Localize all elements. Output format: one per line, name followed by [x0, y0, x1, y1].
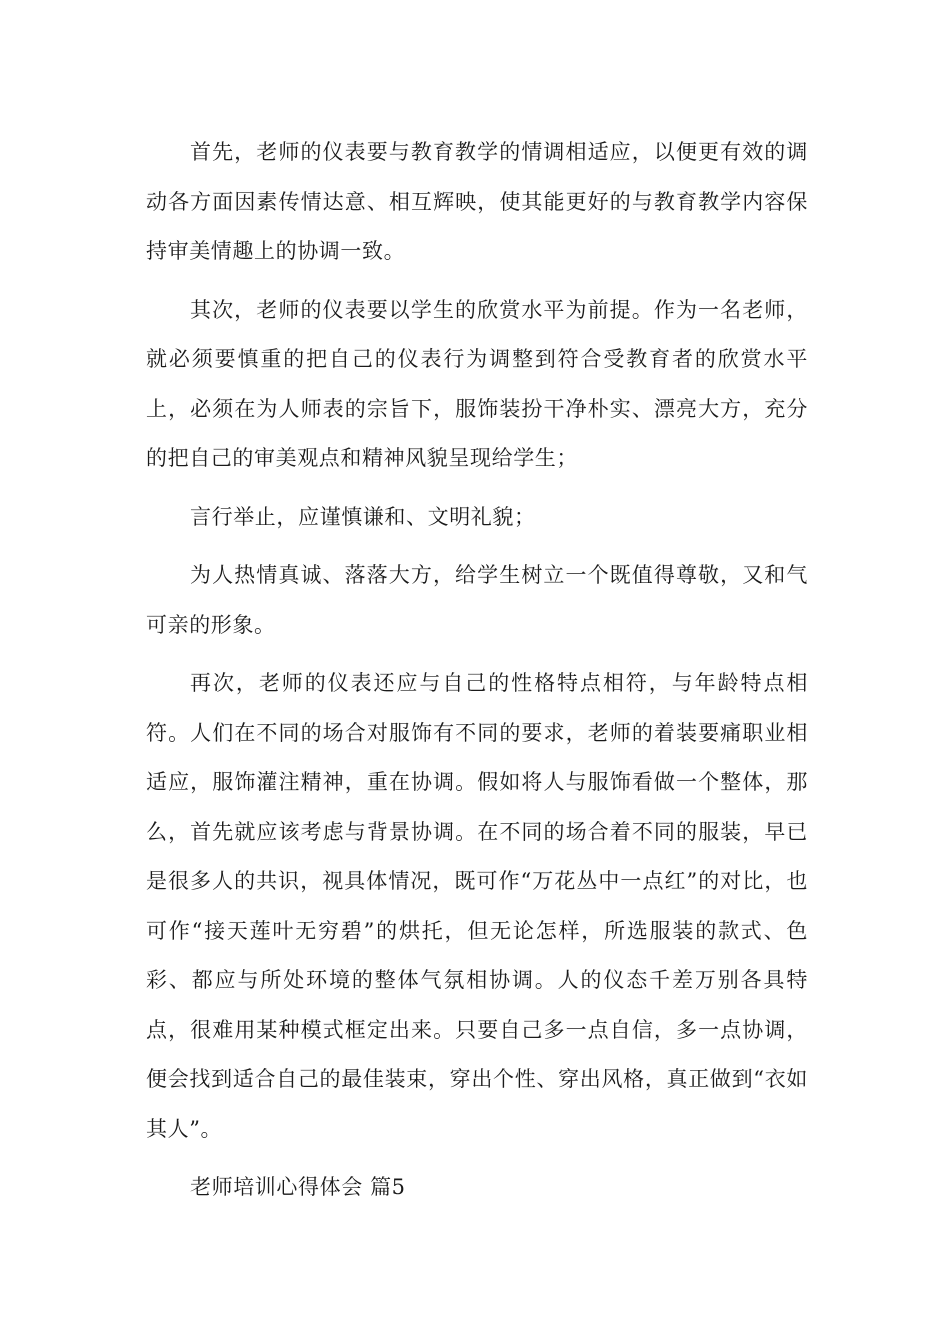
paragraph-3: 言行举止，应谨慎谦和、文明礼貌；	[190, 504, 536, 529]
section-heading: 老师培训心得体会 篇5	[190, 1175, 406, 1199]
paragraph-2: 其次，老师的仪表要以学生的欣赏水平为前提。作为一名老师，就必须要慎重的把自己的仪表行为调整到符合受教育者的欣赏水平上，必须在为人师表的宗旨下，服饰装扮干净朴实、漂亮大方，充分的把自己的审美观点和精神风貌呈现给学生；	[146, 297, 808, 470]
paragraph-5: 再次，老师的仪表还应与自己的性格特点相符，与年龄特点相符。人们在不同的场合对服饰有不同的要求，老师的着装要痛职业相适应，服饰灌注精神，重在协调。假如将人与服饰看做一个整体，那么，首先就应该考虑与背景协调。在不同的场合着不同的服装，早已是很多人的共识，视具体情况，既可作“万花丛中一点红”的对比，也可作“接天莲叶无穷碧”的烘托，但无论怎样，所选服装的款式、色彩、都应与所处环境的整体气氛相协调。人的仪态千差万别各具特点，很难用某种模式框定出来。只要自己多一点自信，多一点协调，便会找到适合自己的最佳装束，穿出个性、穿出风格，真正做到“衣如其人”。	[146, 671, 808, 1141]
document-page	[146, 128, 808, 1213]
paragraph-1: 首先，老师的仪表要与教育教学的情调相适应，以便更有效的调动各方面因素传情达意、相互辉映，使其能更好的与教育教学内容保持审美情趣上的协调一致。	[146, 140, 808, 263]
paragraph-4: 为人热情真诚、落落大方，给学生树立一个既值得尊敬，又和气可亲的形象。	[146, 563, 808, 637]
